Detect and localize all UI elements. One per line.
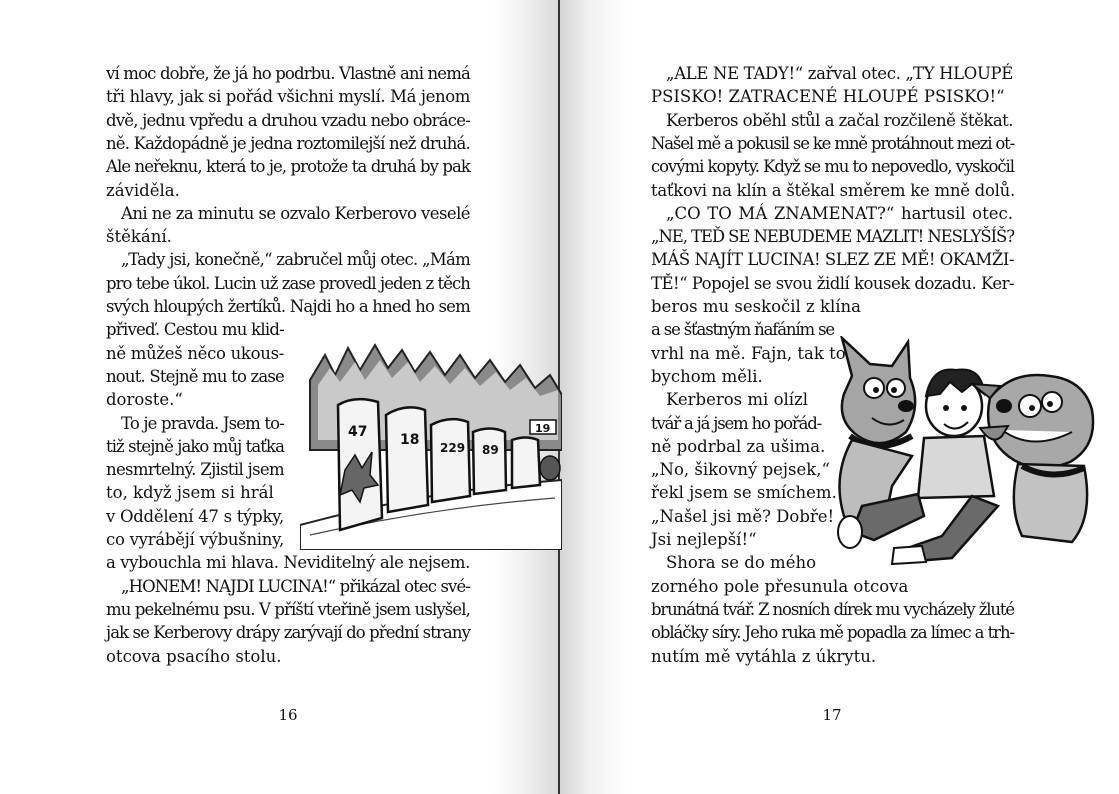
right-text-line: beros mu seskočil z klína xyxy=(651,297,862,316)
right-text-line: „No, šikovný pejsek,“ xyxy=(651,460,830,480)
left-text-line: Ale neřeknu, která to je, protože ta druhá by pak xyxy=(106,157,470,177)
left-text-line: záviděla. xyxy=(106,180,180,200)
right-text-line: „Našel jsi mě? Dobře! xyxy=(651,506,835,526)
left-text-line: nesmrtelný. Zjistil jsem xyxy=(106,460,284,480)
left-text-line: v Oddělení 47 s týpky, xyxy=(106,506,284,526)
left-text-line: ně. Každopádně je jedna roztomilejší než druhá. xyxy=(106,133,470,153)
right-text-line: Shora se do mého xyxy=(666,553,817,573)
left-text-line: nout. Stejně mu to zase xyxy=(106,366,284,386)
door-number-3: 229 xyxy=(440,441,466,455)
right-text-line: ně podrbal za ušima. xyxy=(651,436,826,456)
right-text-line: tvář a já jsem ho pořád- xyxy=(651,413,821,433)
right-text-line: a se šťastným ňafáním se xyxy=(651,320,834,340)
right-text-line: Našel mě a pokusil se ke mně protáhnout mezi ot- xyxy=(651,133,1014,153)
right-text-line: řekl jsem se smíchem. xyxy=(651,483,837,503)
door-number-1: 47 xyxy=(348,424,368,440)
left-text-line: to, když jsem si hrál xyxy=(106,483,274,503)
right-text-line: vrhl na mě. Fajn, tak to xyxy=(651,343,846,363)
right-text-line: „ALE NE TADY!“ zařval otec. „TY HLOUPÉ xyxy=(666,64,1013,83)
left-text-line: přiveď. Cestou mu klid- xyxy=(106,320,284,340)
left-text-line: tiž stejně jako můj taťka xyxy=(106,436,284,456)
left-text-line: ví moc dobře, že já ho podrbu. Vlastně ani nemá xyxy=(106,64,470,83)
right-text-line: „CO TO MÁ ZNAMENAT?“ hartusil otec. xyxy=(666,203,1013,223)
right-text-line: brunátná tvář. Z nosních dírek mu vycházely žluté xyxy=(651,599,1014,619)
right-text-line: MÁŠ NAJÍT LUCINA! SLEZ ZE MĚ! OKAMŽI- xyxy=(651,250,1014,270)
left-text-line: co vyrábějí výbušniny, xyxy=(106,530,284,549)
left-text-line: jak se Kerberovy drápy zarývají do přední strany xyxy=(106,623,470,643)
left-text-line: otcova psacího stolu. xyxy=(106,646,282,666)
left-text-line: ně můžeš něco ukous- xyxy=(106,343,284,363)
door-number-2: 18 xyxy=(400,432,420,448)
left-page-number: 16 xyxy=(278,706,298,724)
left-text-line: tři hlavy, jak si pořád všichni myslí. Má jenom xyxy=(106,87,470,107)
left-text-line: „Tady jsi, konečně,“ zabručel můj otec. „Mám xyxy=(121,250,470,270)
left-text-line: pro tebe úkol. Lucin už zase provedl jeden z těch xyxy=(106,273,470,293)
right-text-line: TĚ!“ Popojel se svou židlí kousek dozadu. Ker- xyxy=(651,273,1014,293)
left-text-line: To je pravda. Jsem to- xyxy=(121,413,284,433)
right-text-line: Kerberos mi olízl xyxy=(666,390,809,410)
right-text-line: taťkovi na klín a štěkal směrem ke mně dolů. xyxy=(651,180,1015,200)
right-text-line: nutím mě vytáhla z úkrytu. xyxy=(651,646,877,666)
right-text-line: PSISKO! ZATRACENÉ HLOUPÉ PSISKO!“ xyxy=(651,87,1005,107)
right-text-line: covými kopyty. Když se mu to nepovedlo, vyskočil xyxy=(651,157,1014,177)
left-text-line: Ani ne za minutu se ozvalo Kerberovo veselé xyxy=(121,203,470,223)
corridor-doors-illustration xyxy=(300,340,562,550)
left-text-line: dvě, jednu vpředu a druhou vzadu nebo obráce- xyxy=(106,110,470,130)
left-text-line: svých hloupých žertíků. Najdi ho a hned ho sem xyxy=(106,297,470,316)
left-text-line: „HONEM! NAJDI LUCINA!“ přikázal otec své- xyxy=(121,576,470,596)
left-text-line: doroste.“ xyxy=(106,390,183,410)
right-text-line: „NE, TEĎ SE NEBUDEME MAZLIT! NESLYŠÍŠ? xyxy=(651,227,1014,247)
left-text-line: štěkání. xyxy=(106,227,172,247)
right-page-number: 17 xyxy=(822,706,842,724)
door-number-4: 89 xyxy=(482,443,499,457)
left-text-line: a vybouchla mi hlava. Neviditelný ale nejsem. xyxy=(106,553,470,573)
right-text-line: zorného pole přesunula otcova xyxy=(651,576,909,596)
left-text-line: mu pekelnému psu. V příští vteřině jsem uslyšel, xyxy=(106,599,470,619)
right-text-line: Jsi nejlepší!“ xyxy=(651,530,757,549)
right-text-line: Kerberos oběhl stůl a začal rozčileně štěkat. xyxy=(666,110,1013,130)
right-text-line: bychom měli. xyxy=(651,366,763,386)
right-text-line: obláčky síry. Jeho ruka mě popadla za límec a trh- xyxy=(651,623,1014,643)
door-number-5: 19 xyxy=(535,422,551,435)
kerberos-and-boy-illustration xyxy=(822,336,1100,568)
